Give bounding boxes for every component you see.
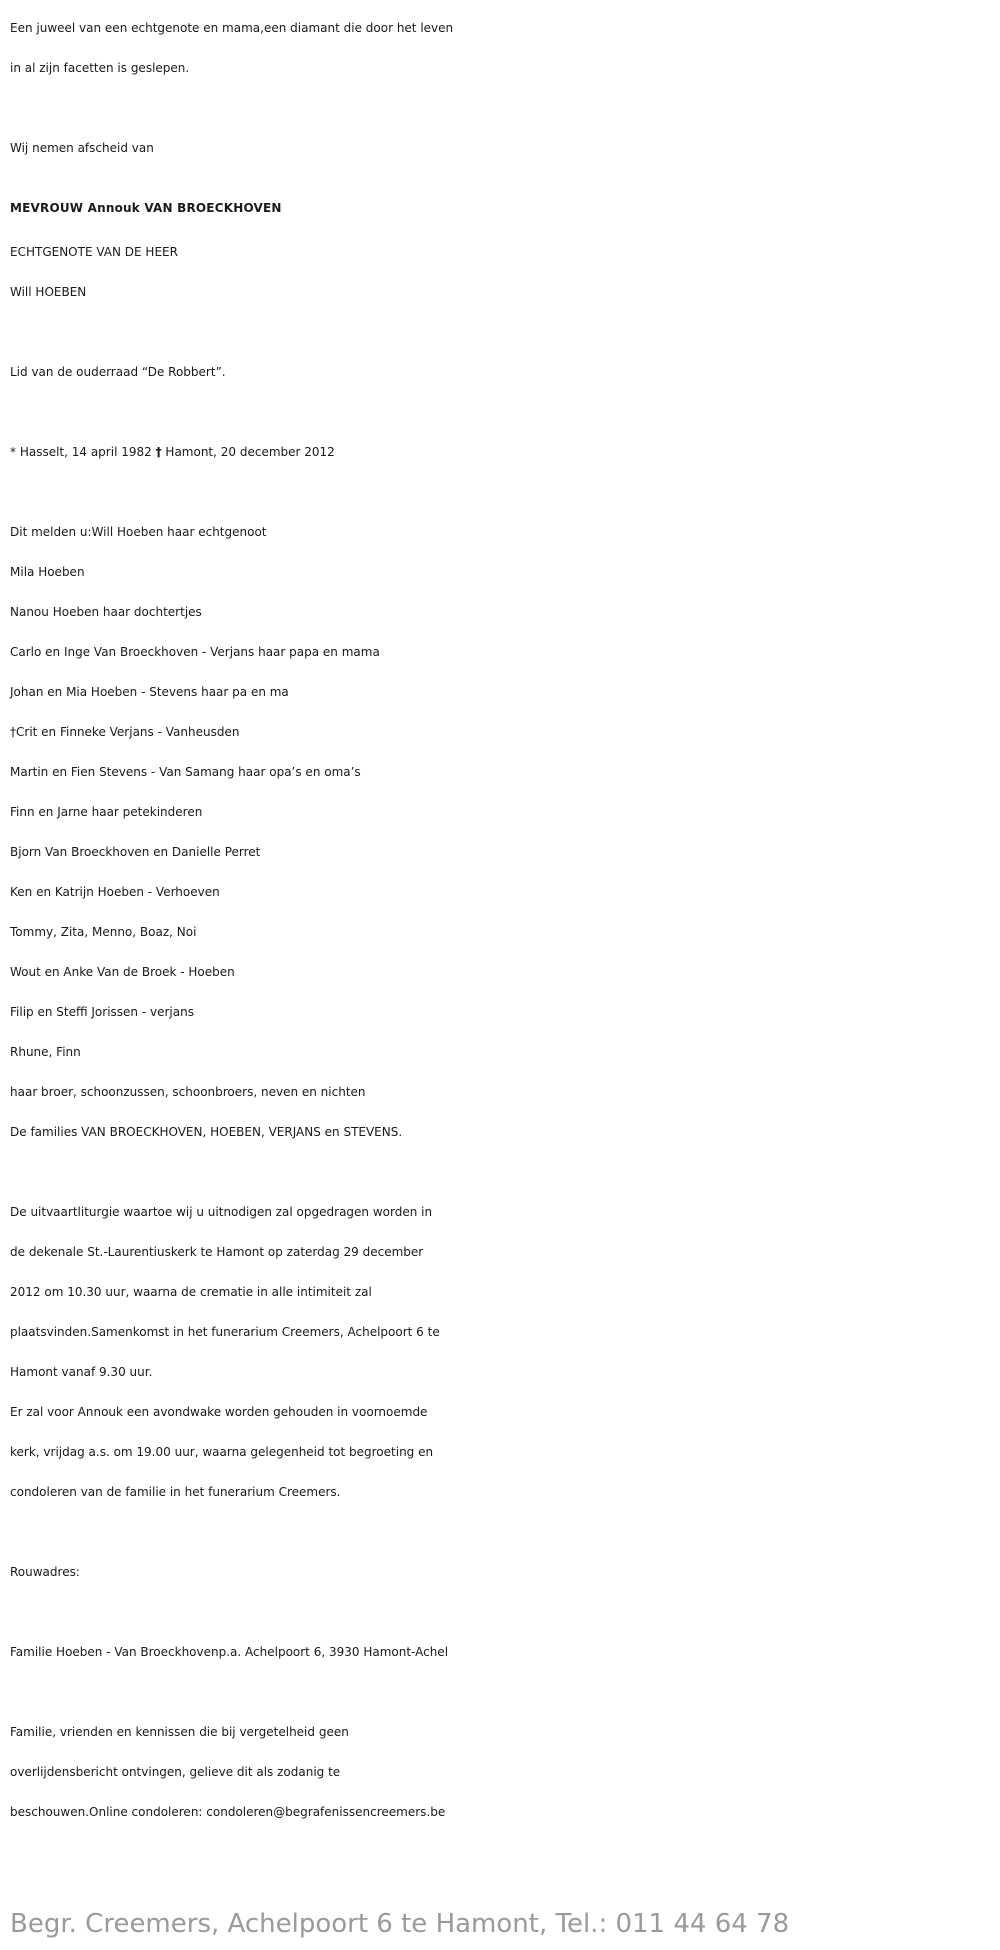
ceremony-line: kerk, vrijdag a.s. om 19.00 uur, waarna gelegenheid tot begroeting en [10,1445,434,1459]
ceremony-line: Er zal voor Annouk een avondwake worden gehouden in voornoemde [10,1405,428,1419]
membership-line: Lid van de ouderraad “De Robbert”. [10,365,226,379]
ceremony-line: condoleren van de familie in het funerarium Creemers. [10,1485,341,1499]
family-line: Nanou Hoeben haar dochtertjes [10,605,202,619]
funeral-home-footer: Begr. Creemers, Achelpoort 6 te Hamont, Tel.: 011 44 64 78 [10,1909,790,1939]
family-line: Finn en Jarne haar petekinderen [10,805,203,819]
family-line: Mila Hoeben [10,565,85,579]
family-line: Martin en Fien Stevens - Van Samang haar opa’s en oma’s [10,765,361,779]
family-line: Carlo en Inge Van Broeckhoven - Verjans haar papa en mama [10,645,380,659]
obituary-text [10,8,995,1832]
dates-line [10,432,995,472]
family-line: Rhune, Finn [10,1045,81,1059]
spouse-title: ECHTGENOTE VAN DE HEER [10,245,178,259]
family-line: haar broer, schoonzussen, schoonbroers, neven en nichten [10,1085,366,1099]
family-line: De families VAN BROECKHOVEN, HOEBEN, VERJANS en STEVENS. [10,1125,403,1139]
cross-icon: † [155,445,162,459]
birth-date: * Hasselt, 14 april 1982 [10,445,152,459]
intro-line: Een juweel van een echtgenote en mama,een diamant die door het leven [10,21,454,35]
family-line: Filip en Steffi Jorissen - verjans [10,1005,194,1019]
ceremony-line: De uitvaartliturgie waartoe wij u uitnodigen zal opgedragen worden in [10,1205,433,1219]
notice-line: overlijdensbericht ontvingen, gelieve dit als zodanig te [10,1765,341,1779]
spouse-name: Will HOEBEN [10,285,87,299]
ceremony-line: plaatsvinden.Samenkomst in het funerarium Creemers, Achelpoort 6 te [10,1325,440,1339]
family-line: Ken en Katrijn Hoeben - Verhoeven [10,885,220,899]
intro-line: in al zijn facetten is geslepen. [10,61,190,75]
family-line: Johan en Mia Hoeben - Stevens haar pa en ma [10,685,289,699]
mourning-address: Familie Hoeben - Van Broeckhovenp.a. Achelpoort 6, 3930 Hamont-Achel [10,1645,449,1659]
ceremony-line: 2012 om 10.30 uur, waarna de crematie in alle intimiteit zal [10,1285,372,1299]
deceased-name: MEVROUW Annouk VAN BROECKHOVEN [10,201,282,215]
ceremony-line: de dekenale St.-Laurentiuskerk te Hamont op zaterdag 29 december [10,1245,424,1259]
family-line: Dit melden u:Will Hoeben haar echtgenoot [10,525,267,539]
ceremony-line: Hamont vanaf 9.30 uur. [10,1365,153,1379]
family-line: Wout en Anke Van de Broek - Hoeben [10,965,235,979]
notice-line: Familie, vrienden en kennissen die bij vergetelheid geen [10,1725,349,1739]
notice-line: beschouwen.Online condoleren: condoleren@begrafenissencreemers.be [10,1805,446,1819]
address-label: Rouwadres: [10,1565,80,1579]
family-line: Tommy, Zita, Menno, Boaz, Noi [10,925,197,939]
death-date: Hamont, 20 december 2012 [165,445,335,459]
farewell-line: Wij nemen afscheid van [10,141,154,155]
family-line: †Crit en Finneke Verjans - Vanheusden [10,725,240,739]
family-line: Bjorn Van Broeckhoven en Danielle Perret [10,845,261,859]
